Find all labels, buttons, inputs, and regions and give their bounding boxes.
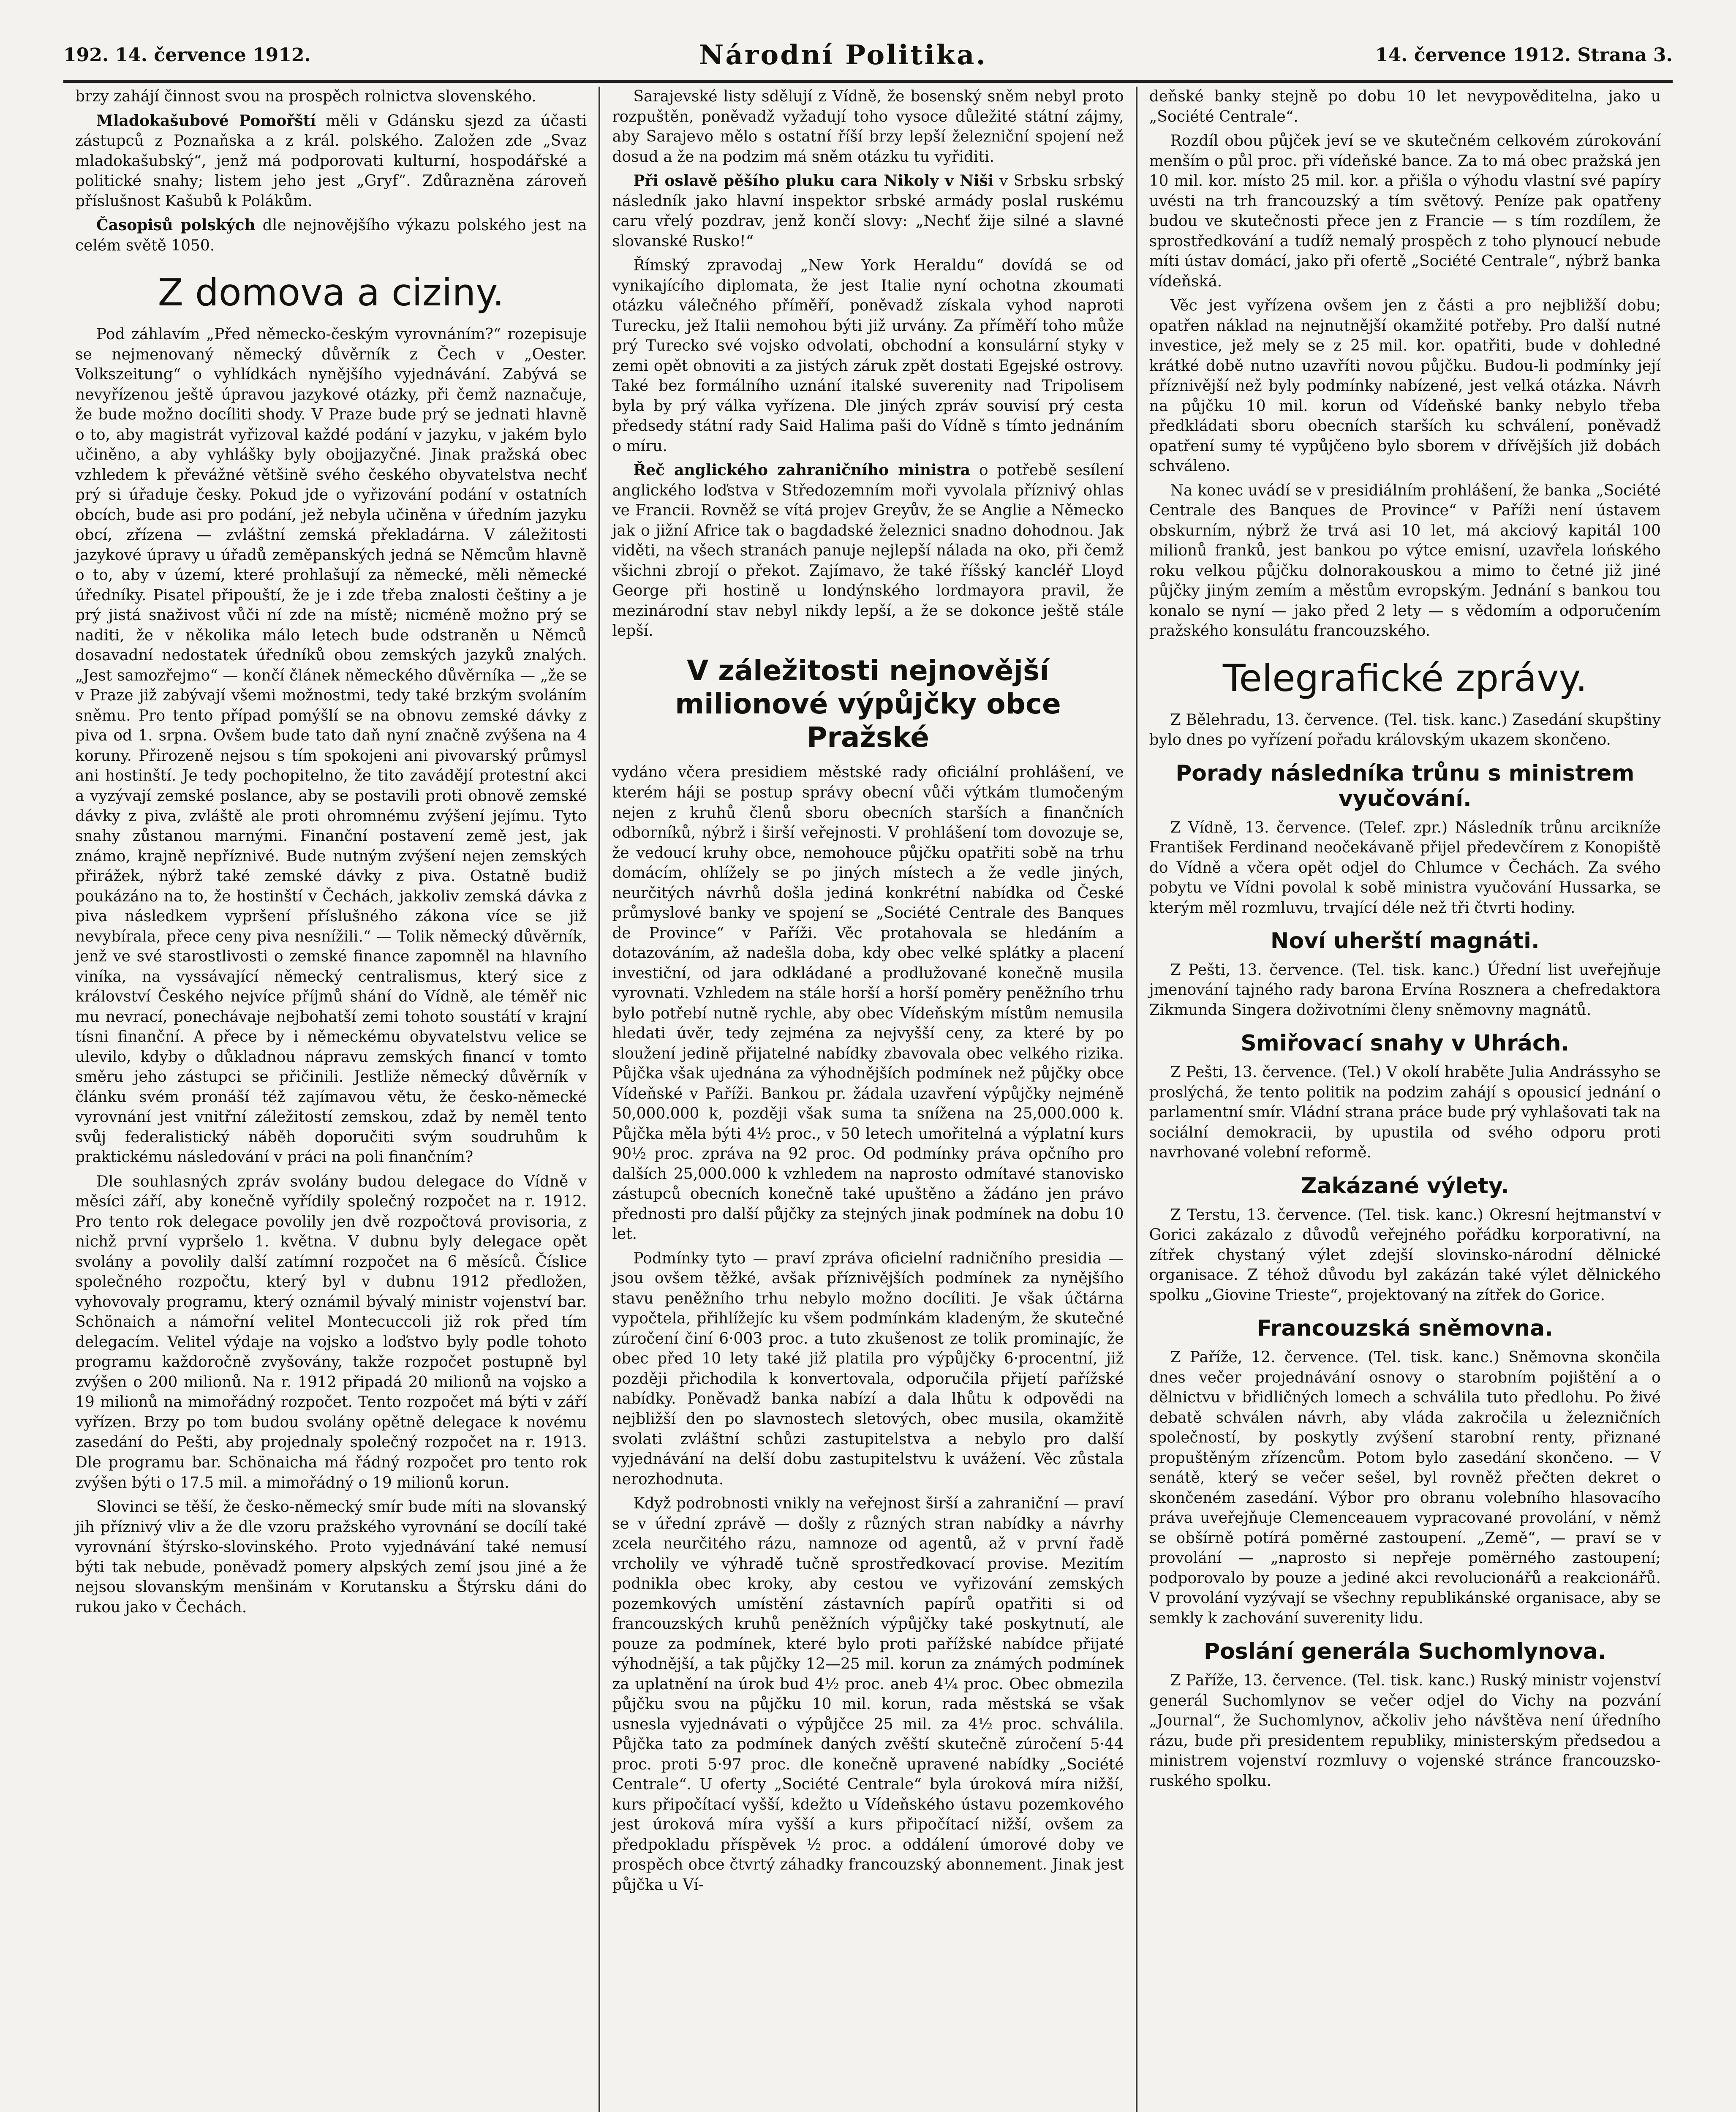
paragraph — [612, 171, 1124, 251]
paragraph: Na konec uvádí se v presidiálním prohlášení, že banka „Société Centrale des Banques de Province“ v Paříži není ústavem obskurním, nýbrž že trvá asi 10 let, má akciový kapitál 100 milionů franků, jest bankou po výtce emisní, uzavřela lońského roku velkou půjčku dolnorakouskou a mimo to četné již jiné půjčky jiným zemím a městům evropským. Jednání s bankou tou konalo se nyní — jako před 2 lety — s vědomím a odporučením pražského konsulátu francouzského. — [1149, 482, 1661, 640]
lead-in: Řeč anglického zahraničního ministra — [633, 461, 970, 479]
lead-in: Při oslavě pěšího pluku cara Nikoly v Niši — [633, 172, 994, 190]
paragraph: Když podrobnosti vnikly na veřejnost širší a zahraniční — praví se v úřední zprávě — došly z různých stran nabídky a návrhy zcela neurčitého rázu, namnoze od agentů, až v první řadě vrcholily ve výhradě tučně sprostředkovací provise. Mezitím podnikla obec kroky, aby cestou ve vyřizování zemských pozemkových umístění zástavních papírů opatřiti si od francouzských kruhů peněžních výpůjčky také poskytnutí, ale pouze za podmínek, které bylo proti pařížské nabídce přijaté výhodnější, a tak půjčky 12—25 mil. korun za známých podmínek za uplatnění na úrok bud 4½ proc. aneb 4¼ proc. Obec obmezila půjčku svou na půjčku 10 mil. korun, rada městská se však usnesla vyjednávati o výpůjčce 25 mil. za 4½ proc. schválila. Půjčka tato za podmínek daných zvěští skutečně zúročení 5·44 proc. proti 5·97 proc. dle konečně upravené nabídky „Société Centrale“. U oferty „Société Centrale“ byla úroková míra nižší, kurs připočítací vyšší, kdežto u Vídeňského ústavu pozemkového jest úroková míra vyšší a kurs připočítací nižší, ovšem za předpokladu příspěvek ½ proc. a oddálení úmorové doby ve prospěch obce čtvrtý záhadky francouzský abonnement. Jinak jest půjčka u Ví- — [612, 1495, 1124, 1894]
column-3 — [1136, 87, 1673, 2112]
body-text: dle nejnovějšího výkazu polského jest na celém světě 1050. — [75, 217, 587, 254]
news-headline: Smiřovací snahy v Uhrách. — [1241, 1031, 1570, 1056]
paragraph: Z Bělehradu, 13. července. (Tel. tisk. kanc.) Zasedání skupštiny bylo dnes po vyřízení pořadu královským ukazem skončeno. — [1149, 711, 1661, 749]
news-headline: Noví uherští magnáti. — [1270, 928, 1540, 954]
paragraph: Podmínky tyto — praví zpráva oficielní radničního presidia — jsou ovšem těžké, avšak příznivějších podmínek za nynějšího stavu peněžního trhu nebylo možno docíliti. Je však účtárna vypočtela, přihlížejíc ku všem podmínkám kladeným, že skutečné zúročení činí 6·003 proc. a tuto zkušenost ze tolik prominajíc, že obec před 10 lety také již platila pro výpůjčky 6·procentní, již později přichodila k konvertovala, odporučila přijetí pařížské nabídky. Poněvadž banka nabízí a dala lhůtu k odpovědi na nejbližší den po slavnostech sletových, obec musila, okamžitě svolati zvláštní schůzi zastupitelstva a nebylo pro další vyjednávání na delší dobu zastupitelstvu k uvážení. Věc zůstala nerozhodnuta. — [612, 1249, 1124, 1488]
paragraph: deňské banky stejně po dobu 10 let nevypověditelna, jako u „Société Centrale“. — [1149, 88, 1661, 125]
news-headline: Zakázané výlety. — [1301, 1173, 1509, 1199]
body-text: měli v Gdánsku sjezd za účasti zástupců z Poznaňska a z král. polského. Založen zde „Svaz mladokašubský“, jenž má podporovati kulturní, hospodářské a politické snahy; listem jeho jest „Gryf“. Zdůrazněna zároveň příslušnost Kašubů k Polákům. — [75, 112, 587, 210]
paragraph: Věc jest vyřízena ovšem jen z části a pro nejbližší dobu; opatřen náklad na nejnutnější okamžité potřeby. Pro další nutné investice, jež mely se z 25 mil. kor. opatřiti, bude v dohledné krátké době nutno uzavříti novou půjčku. Budou-li podmínky její příznivější než byly podmínky nabízené, jest velká otázka. Návrh na půjčku 10 mil. korun od Vídeňské banky nebylo třeba předkládati sboru obecních starších ku schválení, poněvadž opatření sumy té vypůjčeno bylo sborem v dřívějších již dobách schváleno. — [1149, 297, 1661, 475]
paragraph: Z Terstu, 13. července. (Tel. tisk. kanc.) Okresní hejtmanství v Gorici zakázalo z důvodů veřejného pořádku korporativní, na zítřek chystaný výlet zdejší slovinsko-národní dělnické organisace. Z téhož důvodu byl zakázán také výlet dělnického spolku „Giovine Trieste“, projektovaný na zítřek do Gorice. — [1149, 1206, 1661, 1304]
lead-in: Mladokašubové Pomořští — [96, 112, 316, 130]
paragraph: Dle souhlasných zpráv svolány budou delegace do Vídně v měsíci září, aby konečně vyřídily společný rozpočet na r. 1912. Pro tento rok delegace povolily jen dvě rozpočtová provisoria, z nichž první vypršelo 1. května. V dubnu byly delegace opět svolány a povolily další zatímní rozpočet na 6 měsíců. Číslice společného rozpočtu, který byl v dubnu 1912 předložen, vyhovovaly programu, který oznámil bývalý ministr vojenství bar. Schönaich a námořní velitel Montecuccoli již rok před tím delegacím. Velitel výdaje na vojsko a loďstvo byly podle tohoto programu každoročně zvyšovány, takže rozpočet postupně byl zvýšen o 200 milionů. Na r. 1912 připadá 20 milionů na vojsko a 19 milionů na mimořádný rozpočet. Tento rozpočet má býti v září vyřízen. Brzy po tom budou svolány opětně delegace k novému zasedání do Pešti, aby projednaly společný rozpočet na r. 1913. Dle programu bar. Schönaicha má řádný rozpočet pro tento rok zvýšen býti o 17.5 mil. a mimořádný o 19 milionů korun. — [75, 1173, 587, 1491]
news-headline: Francouzská sněmovna. — [1257, 1316, 1554, 1342]
body-text: v Srbsku srbský následník jako hlavní inspektor srbské armády poslal ruskému caru vřelý pozdrav, jenž končí slovy: „Nechť žije silné a slavné slovanské Rusko!“ — [612, 172, 1124, 250]
header-left: 192. 14. července 1912. — [63, 44, 311, 66]
lead-in: Časopisů polských — [96, 216, 256, 234]
paragraph: Z Paříže, 12. července. (Tel. tisk. kanc.) Sněmovna skončila dnes večer projednávání osnovy o starobním pojištění a o dělnictvu v břidličných lomech a schválila tuto předlohu. Po živé debatě schválen návrh, aby vláda zakročila u železničních společností, by poskytly zvýšení starobní renty, přiznané propuštěným zřízencům. Potom bylo zasedání skončeno. — V senátě, který se večer sešel, byl rovněž přečten dekret o skončeném zasedání. Výbor pro obranu volebního hlasovacího práva uveřejňuje Clemenceauem vypracované provolání, v němž se obšírně potírá poměrné zastoupení. „Země“, — praví se v provolání — „naprosto si nepřeje pomërného zastoupení; podporovalo by pouze a jediné akci revolucionářů a reakcionářů. V provolání vyzývají se všechny republikánské organisace, aby se semkly k zachování suverenity lidu. — [1149, 1349, 1661, 1627]
article-headline: V záležitosti nejnovější milionové výpůjčky obce Pražské — [675, 654, 1061, 754]
section-heading: Telegrafické zprávy. — [1222, 656, 1587, 700]
news-headline: Porady následníka trůnu s ministrem vyučování. — [1175, 760, 1635, 811]
section-heading: Z domova a ciziny. — [158, 271, 504, 315]
paragraph: vydáno včera presidiem městské rady oficiální prohlášení, ve kterém háji se postup správy obecní vůči výtkám tlumočeným nejen z kruhů členů sboru obecních starších a finančních odborníků, nýbrž i širší veřejnosti. V prohlášení tom dovozuje se, že vedoucí kruhy obce, nemohouce půjčku opatřiti sobě na trhu domácím, ohlížely se po jiných místech a že vedle jiných, neurčitých návrhů došla jediná konkrétní nabídka od České průmyslové banky ve spojení se „Société Centrale des Banques de Province“ v Paříži. Věc protahovala se hledáním a dotazováním, až nadešla doba, kdy obec velké splátky a placení investiční, od jara odkládané a prodlužované konečně musila vyrovnati. Vzhledem na stále horší a horší poměry peněžního trhu bylo potřebí nutně rychle, aby obec Vídeňským místům nemusila hledati úvěr, tedy zejména za nejvyšší ceny, za které by po sloužení jedině přijatelné nabídky zbavovala obec velkého rizika. Půjčka však ujednána za výhodnějších podmínek než půjčky obce Vídeňské v Paříži. Bankou pr. žádala uzavření výpůjčky nejméně 50,000.000 k, později však suma ta snížena na 25,000.000 k. Půjčka měla býti 4½ proc., v 50 letech umořitelná a výplatní kurs 90½ proc. zpráva na 92 proc. Od podmínky práva opčního pro dalších 25,000.000 k vzhledem na naprosto odmítavé stanovisko zástupců obecních konečně také upuštěno a žádáno jen právo přednosti pro další půjčky za stejných jinak podmínek na dobu 10 let. — [612, 764, 1124, 1243]
paragraph: Pod záhlavím „Před německo-českým vyrovnáním?“ rozepisuje se nejmenovaný německý důvěrník z Čech v „Oester. Volkszeitung“ o vyhlídkách nynějšího vyjednávání. Zabývá se nevyřízenou ještě úpravou jazykové otázky, při čemž naznačuje, že bude možno docíliti shody. V Praze bude prý se jednati hlavně o to, aby magistrát vyřizoval každé podání v jazyku, v jakém bylo učiněno, a aby vyhlášky byly obojjazyčné. Jinak pražská obec vzhledem k převážné většině svého českého obyvatelstva nechť prý si úřaduje česky. Pokud jde o vyřizování podání v ostatních obcích, bude asi pro podání, jež nebyla učiněna v úředním jazyku obcí, zřízena — zvláštní zemská překladárna. V záležitosti jazykové úpravy u úřadů zeměpanských jedná se Němcům hlavně o to, aby v území, které prohlašují za německé, měli německé úředníky. Pisatel připouští, že je i zde třeba znalosti češtiny a je prý jistá snaživost vůči ní zde na místě; nicméně možno prý se naditi, že v několika málo letech bude odstraněn u Němců dosavadní nedostatek úředníků obou zemských jazyků znalých. „Jest samozřejmo“ — končí článek německého důvěrníka — „že se v Praze již zabývají všemi možnostmi, tedy také brzkým svoláním sněmu. Pro tento případ pomýšlí se na obnovu zemské dávky z piva od 1. srpna. Ovšem bude tato daň nyní značně zvýšena na 4 koruny. Přirozeně nejsou s tím spokojeni ani pivovarský průmysl ani hostinští. Je tedy pochopitelno, že tito zavádějí protestní akci a vyzývají zemské poslance, aby se postavili proti obnově zemské dávky z piva, zvláště ale proti ohromnému zvýšení jejímu. Tyto snahy zůstanou marnými. Finanční postavení země jest, jak známo, krajně nepříznivé. Bude nutným zvýšení nejen zemských přirážek, nýbrž také zemské dávky z piva. Ostatně budiž poukázáno na to, že hostinští v Čechách, jakkoliv zemská dávka z piva následkem vypršení příslušného zákona více se již nevybírala, přece ceny piva nesnížili.“ — Tolik německý důvěrník, jenž ve své starostlivosti o zemské finance zapomněl na hlavního viníka, na vyssávající německý centralismus, který sice z království Českého nejvíce příjmů shání do Vídně, ale téměř nic mu nevrací, ponechávaje nejbohatší zemi tohoto soustátí v krajní tísni finanční. A přece by i německému obyvatelstvu velice se ulevilo, kdyby o důkladnou nápravu zemských financí v tomto směru jeho zástupci se přičinili. Jestliže německý důvěrník v článku svém pronáší též zajímavou větu, že česko-německé vyrovnání jest vnitřní záležitostí zemskou, zdaž by neměl tento svůj federalistický náběh doporučiti svým soudruhům k praktickému následování v práci na poli finančním? — [75, 326, 587, 1166]
column-1 — [63, 87, 599, 2112]
paragraph: Rozdíl obou půjček jeví se ve skutečném celkovém zúrokování menším o půl proc. při vídeňské bance. Za to má obec pražská jen 10 mil. kor. místo 25 mil. kor. a přišla o výhodu vlastní své papíry uvésti na trh francouzský a tím světový. Peníze pak opatřeny budou ve skutečnosti přece jen z Francie — s tím rozdílem, že sprostředkování a tudíž nemalý prospěch z toho plynoucí nebude míti ústav domácí, jako při ofertě „Société Centrale“, nýbrž banka vídeňská. — [1149, 132, 1661, 290]
paragraph — [612, 460, 1124, 641]
paragraph: brzy zahájí činnost svou na prospěch rolnictva slovenského. — [75, 88, 536, 105]
paragraph: Z Vídně, 13. července. (Telef. zpr.) Následník trůnu arcikníže František Ferdinand neočekávaně přijel předevčírem z Konopiště do Vídně a včera opět odjel do Chlumce v Čechách. Za svého pobytu ve Vídni povolal k sobě ministra vyučování Hussarka, se kterým měl rozmluvu, trvající déle než tři čtvrti hodiny. — [1149, 819, 1661, 917]
paragraph — [75, 215, 587, 256]
news-headline: Poslání generála Suchomlynova. — [1204, 1639, 1606, 1665]
page-header — [63, 30, 1673, 83]
header-right: 14. července 1912. Strana 3. — [1375, 44, 1673, 66]
column-2 — [599, 87, 1135, 2112]
paragraph: Z Paříže, 13. července. (Tel. tisk. kanc.) Ruský ministr vojenství generál Suchomlynov se večer odjel do Vichy na pozvání „Journal“, že Suchomlynov, ačkoliv jeho návštěva není úředního rázu, bude při presidentem republiky, ministerským předsedou a ministrem vojenství rozmluvy o vojenské stránce francouzsko-ruského spolku. — [1149, 1672, 1661, 1790]
paragraph — [75, 111, 587, 212]
paragraph: Z Pešti, 13. července. (Tel. tisk. kanc.) Úřední list uveřejňuje jmenování tajného rady barona Ervína Rosznera a chefredaktora Zikmunda Singera doživotními členy sněmovny magnátů. — [1149, 961, 1661, 1019]
paragraph: Sarajevské listy sdělují z Vídně, že bosenský sněm nebyl proto rozpuštěn, poněvadž vyžadují toho vysoce důležité státní zájmy, aby Sarajevo mělo s ostatní říší brzy lepší železniční spojení než dosud a že na podzim má sněm otázku tu vyřiditi. — [612, 88, 1124, 166]
paragraph: Římský zpravodaj „New York Heraldu“ dovídá se od vynikajícího diplomata, že jest Italie nyní ochotna zkoumati otázku válečného příměří, poněvadž získala vyhod naproti Turecku, jež Italii nemohou býti již urvány. Za příměří toho může prý Turecko své vojsko odvolati, obchodní a konsulární styky v zemi opět obnoviti a za jistých záruk zpět dostati Egejské ostrovy. Také bez formálního uznání italské suverenity nad Tripolisem byla by prý válka vyřízena. Dle jiných zpráv souvisí prý cesta předsedy státní rady Said Halima paši do Vídně s tímto jednáním o míru. — [612, 257, 1124, 455]
body-text: o potřebě sesílení anglického loďstva v Středozemním moři vyvolala příznivý ohlas ve Francii. Rovněž se vítá projev Greyův, že se Anglie a Německo jak o jižní Africe tak o bagdadské železnici snadno dohodnou. Jak viděti, na všech stranách panuje nejlepší nálada na oko, při čemž všichni zbrojí o překot. Zajímavo, že také říšský kancléř Lloyd George při hostině u londýnského lordmayora pravil, že mezinárodní stav nebyl nikdy lepší, a že se dokonce ještě stále lepší. — [612, 462, 1124, 640]
paragraph: Z Pešti, 13. července. (Tel.) V okolí hraběte Julia Andrássyho se proslýchá, že tento politik na podzim zahájí s opousicí jednání o parlamentní smír. Vládní strana práce bude prý vyhlašovati tak na sociální demokracii, by upustila od svého odporu proti navrhované volební reformě. — [1149, 1064, 1661, 1162]
masthead: Národní Politika. — [699, 39, 987, 71]
columns — [63, 87, 1673, 2112]
paragraph: Slovinci se těší, že česko-německý smír bude míti na slovanský jih příznivý vliv a že dle vzoru pražského vyrovnání se docílí také vyrovnání štýrsko-slovinského. Proto vyjednávání také nemusí býti tak nebude, poněvadž pomery alpských zemí jsou jiné a že nejsou slovanským menšinám v Korutansku a Štýrsku dáni do rukou jako v Čechách. — [75, 1498, 587, 1616]
